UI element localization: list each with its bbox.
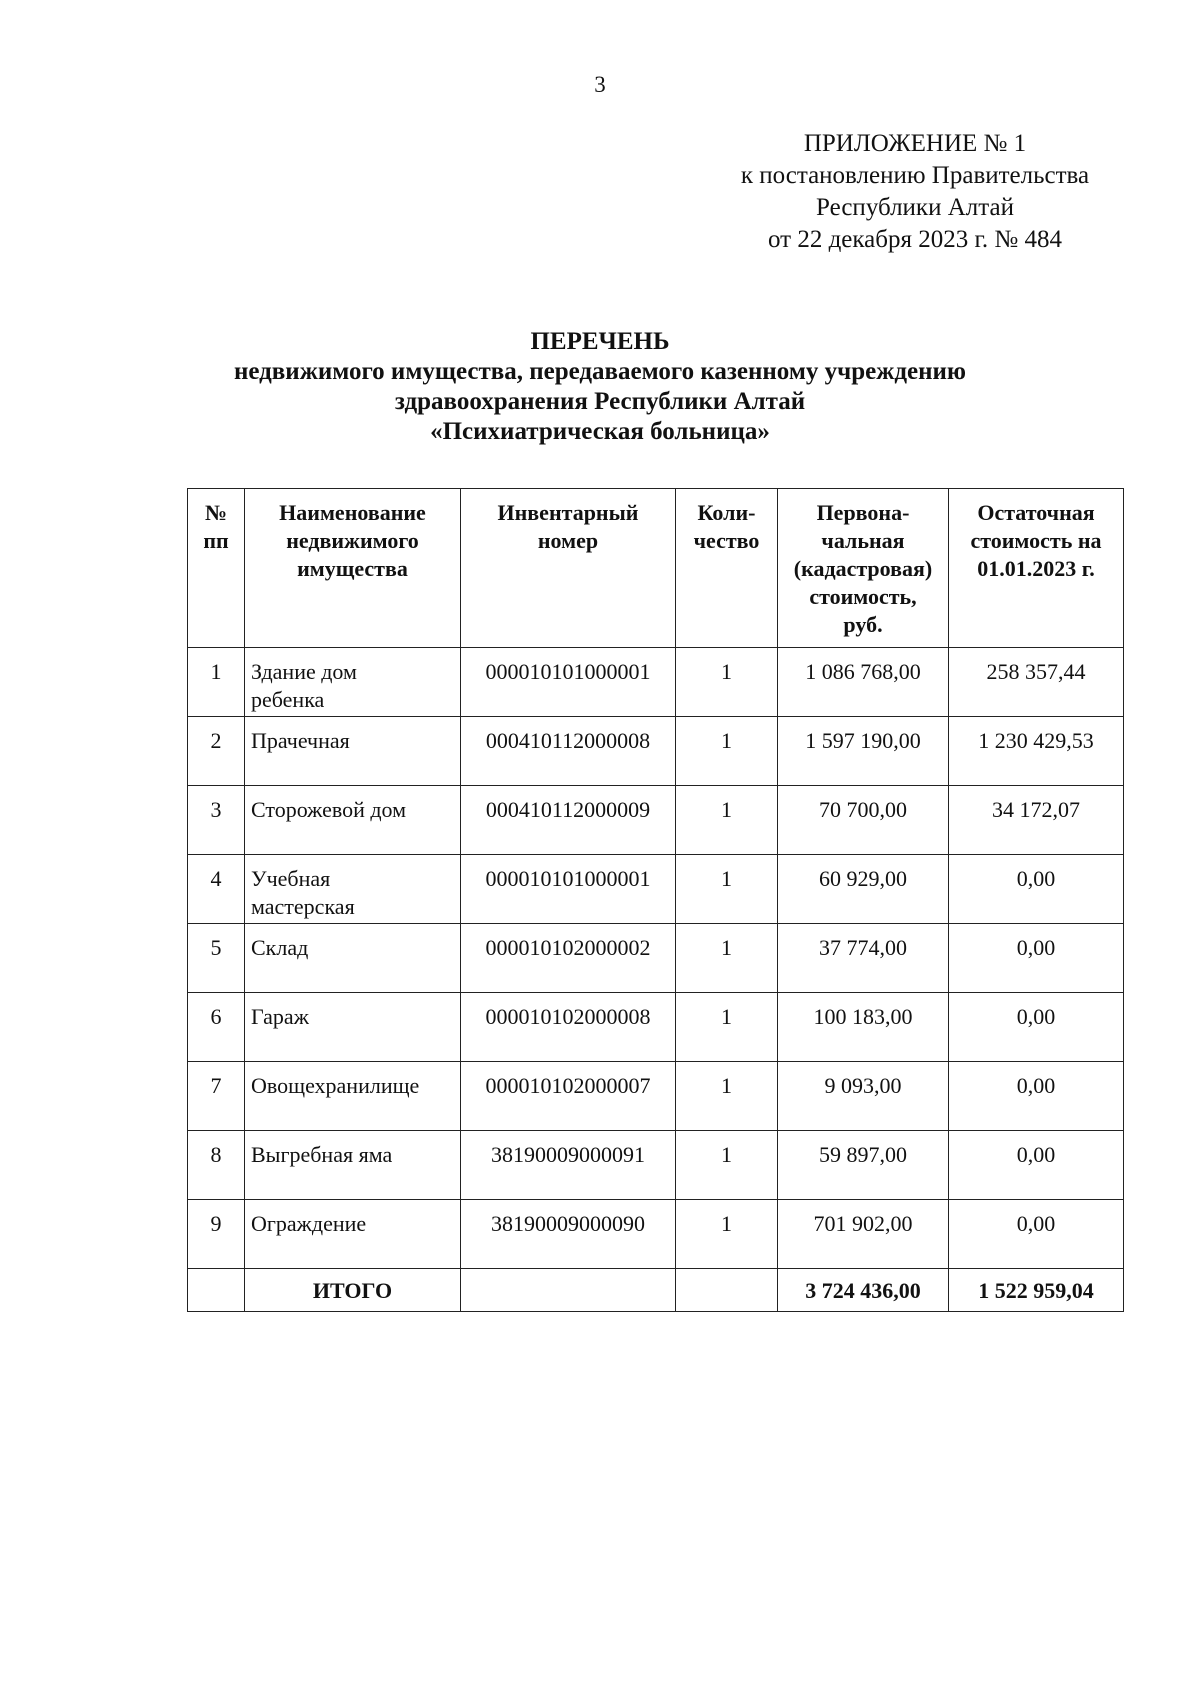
row-residual-cost: 0,00 bbox=[949, 1062, 1124, 1131]
row-name: Сторожевой дом bbox=[245, 786, 461, 855]
total-row bbox=[188, 1269, 1124, 1312]
total-label: ИТОГО bbox=[245, 1269, 461, 1312]
row-inventory-number: 000010102000007 bbox=[461, 1062, 676, 1131]
table-row bbox=[188, 1200, 1124, 1269]
row-residual-cost: 0,00 bbox=[949, 993, 1124, 1062]
row-name: Склад bbox=[245, 924, 461, 993]
row-number: 8 bbox=[188, 1131, 245, 1200]
row-number: 3 bbox=[188, 786, 245, 855]
row-residual-cost: 34 172,07 bbox=[949, 786, 1124, 855]
table-header-row bbox=[188, 489, 1124, 648]
row-initial-cost: 37 774,00 bbox=[778, 924, 949, 993]
table-row bbox=[188, 1131, 1124, 1200]
row-number: 7 bbox=[188, 1062, 245, 1131]
row-initial-cost: 59 897,00 bbox=[778, 1131, 949, 1200]
row-name: Ограждение bbox=[245, 1200, 461, 1269]
row-residual-cost: 0,00 bbox=[949, 1131, 1124, 1200]
total-residual-cost: 1 522 959,04 bbox=[949, 1269, 1124, 1312]
property-table bbox=[187, 488, 1124, 1312]
title-heading: ПЕРЕЧЕНЬ bbox=[530, 328, 670, 355]
row-inventory-number: 38190009000090 bbox=[461, 1200, 676, 1269]
row-number: 9 bbox=[188, 1200, 245, 1269]
header-initial-cost: Первона- чальная (кадастровая) стоимость, руб. bbox=[778, 489, 949, 648]
appendix-title: ПРИЛОЖЕНИЕ № 1 bbox=[803, 130, 1027, 157]
table-row bbox=[188, 1062, 1124, 1131]
row-initial-cost: 1 597 190,00 bbox=[778, 717, 949, 786]
table-row bbox=[188, 993, 1124, 1062]
row-quantity: 1 bbox=[676, 855, 778, 924]
row-inventory-number: 000010101000001 bbox=[461, 855, 676, 924]
row-quantity: 1 bbox=[676, 1131, 778, 1200]
page-number: 3 bbox=[594, 72, 606, 97]
row-initial-cost: 1 086 768,00 bbox=[778, 648, 949, 717]
header-number: № пп bbox=[188, 489, 245, 648]
row-quantity: 1 bbox=[676, 786, 778, 855]
appendix-region: Республики Алтай bbox=[816, 194, 1014, 221]
total-number-cell bbox=[188, 1269, 245, 1312]
row-quantity: 1 bbox=[676, 1062, 778, 1131]
table-row bbox=[188, 786, 1124, 855]
document-title bbox=[150, 327, 1050, 447]
header-quantity: Коли- чество bbox=[676, 489, 778, 648]
row-quantity: 1 bbox=[676, 924, 778, 993]
row-name: Овощехранилище bbox=[245, 1062, 461, 1131]
row-name: Прачечная bbox=[245, 717, 461, 786]
table-row bbox=[188, 717, 1124, 786]
row-initial-cost: 70 700,00 bbox=[778, 786, 949, 855]
header-residual-cost: Остаточная стоимость на 01.01.2023 г. bbox=[949, 489, 1124, 648]
row-residual-cost: 0,00 bbox=[949, 924, 1124, 993]
row-initial-cost: 100 183,00 bbox=[778, 993, 949, 1062]
row-number: 4 bbox=[188, 855, 245, 924]
row-residual-cost: 1 230 429,53 bbox=[949, 717, 1124, 786]
row-initial-cost: 60 929,00 bbox=[778, 855, 949, 924]
row-residual-cost: 0,00 bbox=[949, 855, 1124, 924]
total-initial-cost: 3 724 436,00 bbox=[778, 1269, 949, 1312]
row-residual-cost: 0,00 bbox=[949, 1200, 1124, 1269]
table-row bbox=[188, 855, 1124, 924]
row-quantity: 1 bbox=[676, 717, 778, 786]
table-row bbox=[188, 648, 1124, 717]
row-name: Выгребная яма bbox=[245, 1131, 461, 1200]
row-inventory-number: 000010102000002 bbox=[461, 924, 676, 993]
title-line-4: «Психиатрическая больница» bbox=[430, 418, 770, 445]
row-number: 6 bbox=[188, 993, 245, 1062]
row-name: Здание дом ребенка bbox=[245, 648, 461, 717]
total-inventory-cell bbox=[461, 1269, 676, 1312]
row-quantity: 1 bbox=[676, 993, 778, 1062]
row-initial-cost: 701 902,00 bbox=[778, 1200, 949, 1269]
row-number: 2 bbox=[188, 717, 245, 786]
appendix-date: от 22 декабря 2023 г. № 484 bbox=[767, 226, 1063, 253]
row-inventory-number: 38190009000091 bbox=[461, 1131, 676, 1200]
row-residual-cost: 258 357,44 bbox=[949, 648, 1124, 717]
header-name: Наименование недвижимого имущества bbox=[245, 489, 461, 648]
table-row bbox=[188, 924, 1124, 993]
row-quantity: 1 bbox=[676, 1200, 778, 1269]
total-quantity-cell bbox=[676, 1269, 778, 1312]
row-number: 1 bbox=[188, 648, 245, 717]
title-line-2: недвижимого имущества, передаваемого казенному учреждению bbox=[233, 358, 966, 385]
row-name: Учебная мастерская bbox=[245, 855, 461, 924]
row-number: 5 bbox=[188, 924, 245, 993]
row-name: Гараж bbox=[245, 993, 461, 1062]
row-initial-cost: 9 093,00 bbox=[778, 1062, 949, 1131]
header-inventory-number: Инвентарный номер bbox=[461, 489, 676, 648]
row-quantity: 1 bbox=[676, 648, 778, 717]
row-inventory-number: 000410112000009 bbox=[461, 786, 676, 855]
row-inventory-number: 000410112000008 bbox=[461, 717, 676, 786]
title-line-3: здравоохранения Республики Алтай bbox=[394, 388, 806, 415]
appendix-block bbox=[700, 128, 1130, 256]
row-inventory-number: 000010101000001 bbox=[461, 648, 676, 717]
appendix-reference: к постановлению Правительства bbox=[740, 162, 1090, 189]
row-inventory-number: 000010102000008 bbox=[461, 993, 676, 1062]
